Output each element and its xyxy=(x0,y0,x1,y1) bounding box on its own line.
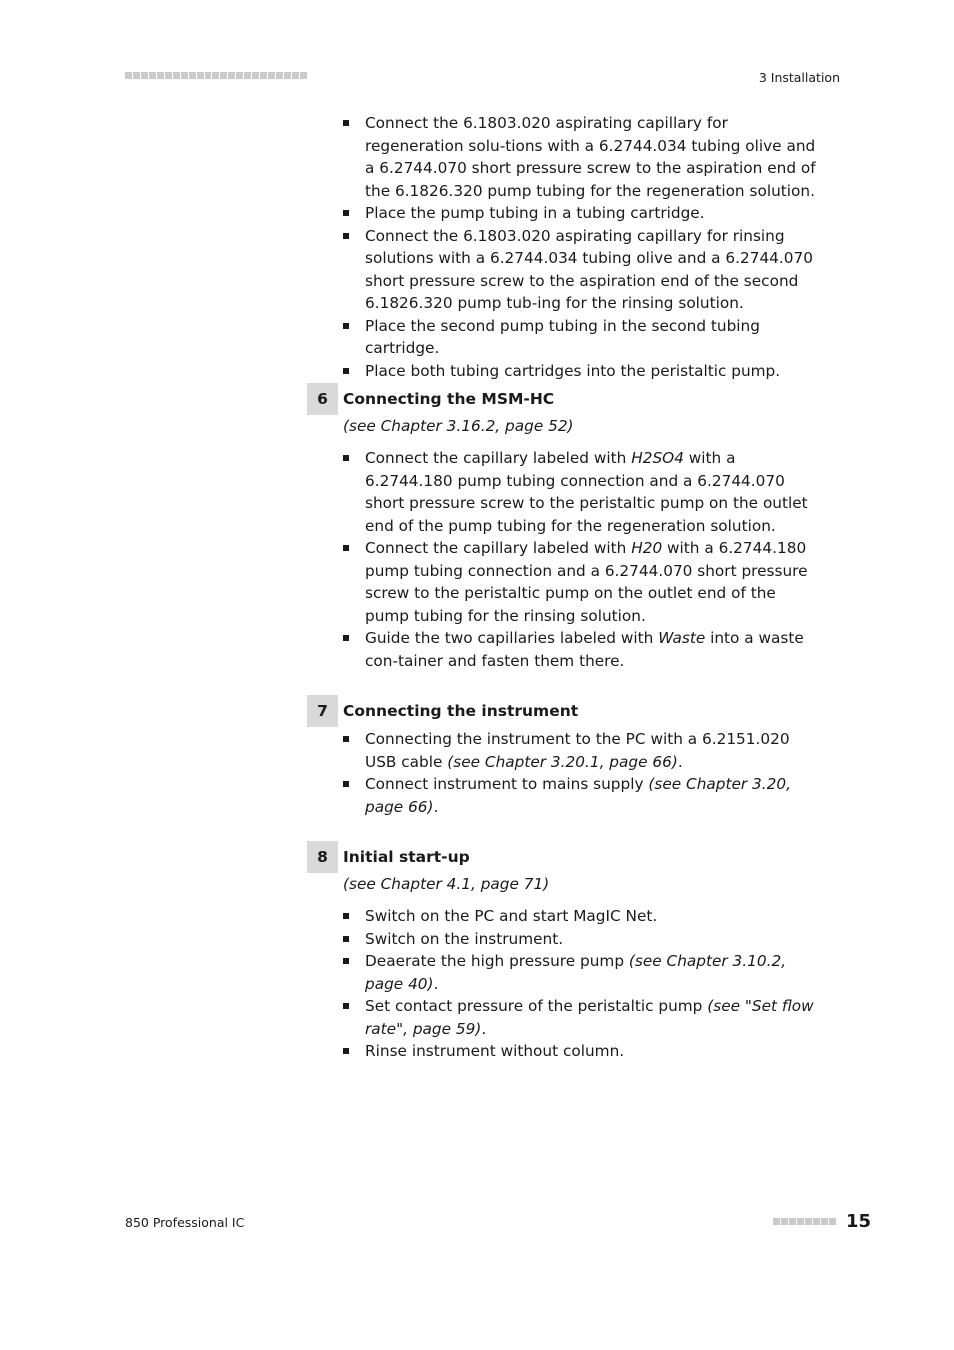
bullet-icon xyxy=(343,323,349,329)
bullet-icon xyxy=(343,1003,349,1009)
list-item: Switch on the instrument. xyxy=(343,928,823,951)
chapter-reference-link[interactable]: (see Chapter 3.20.1, page 66) xyxy=(447,752,678,771)
list-item: Switch on the PC and start MagIC Net. xyxy=(343,905,823,928)
list-item: Place the pump tubing in a tubing cartridge. xyxy=(343,202,823,225)
step-title: Initial start-up xyxy=(343,848,470,866)
list-item: Connecting the instrument to the PC with a 6.2151.020 USB cable (see Chapter 3.20.1, page 66). xyxy=(343,728,823,773)
bullet-list-step-6 xyxy=(343,447,823,672)
step-title: Connecting the instrument xyxy=(343,702,579,720)
bullet-list-step-8 xyxy=(343,905,823,1063)
list-item: Guide the two capillaries labeled with Waste into a waste con-tainer and fasten them there. xyxy=(343,627,823,672)
list-item: Connect the 6.1803.020 aspirating capillary for regeneration solu-tions with a 6.2744.034 tubing olive and a 6.2744.070 short pressure screw to the aspiration end of the 6.1826.320 pump tubing for the regeneration solution. xyxy=(343,112,823,202)
chapter-reference-link[interactable]: (see "Set flow rate", page 59) xyxy=(365,997,814,1038)
bullet-icon xyxy=(343,545,349,551)
chapter-reference-link[interactable]: (see Chapter 3.10.2, page 40) xyxy=(365,952,787,993)
step-8-heading xyxy=(307,841,847,873)
bullet-icon xyxy=(343,913,349,919)
step-number: 8 xyxy=(307,841,338,873)
list-item: Connect the capillary labeled with H2SO4 with a 6.2744.180 pump tubing connection and a 6.2744.070 short pressure screw to the peristaltic pump on the outlet end of the pump tubing for the regeneration solution. xyxy=(343,447,823,537)
bullet-icon xyxy=(343,368,349,374)
footer-product-name: 850 Professional IC xyxy=(125,1215,245,1230)
bullet-list-pump-tubing xyxy=(343,112,823,382)
bullet-icon xyxy=(343,120,349,126)
bullet-icon xyxy=(343,455,349,461)
bullet-icon xyxy=(343,736,349,742)
list-item: Connect the capillary labeled with H20 with a 6.2744.180 pump tubing connection and a 6.2744.070 short pressure screw to the peristaltic pump on the outlet end of the pump tubing for the rinsing solution. xyxy=(343,537,823,627)
list-item: Deaerate the high pressure pump (see Chapter 3.10.2, page 40). xyxy=(343,950,823,995)
list-item: Place the second pump tubing in the second tubing cartridge. xyxy=(343,315,823,360)
bullet-icon xyxy=(343,210,349,216)
chapter-reference-link[interactable]: (see Chapter 3.20, page 66) xyxy=(365,775,791,816)
step-7-heading xyxy=(307,695,847,727)
list-item: Connect the 6.1803.020 aspirating capillary for rinsing solutions with a 6.2744.034 tubing olive and a 6.2744.070 short pressure screw to the aspiration end of the second 6.1826.320 pump tub-ing for the rinsing solution. xyxy=(343,225,823,315)
bullet-icon xyxy=(343,936,349,942)
header-section-title: 3 Installation xyxy=(758,70,840,85)
page-number: 15 xyxy=(846,1211,872,1232)
bullet-list-step-7 xyxy=(343,728,823,818)
step-number: 7 xyxy=(307,695,338,727)
list-item: Rinse instrument without column. xyxy=(343,1040,823,1063)
bullet-icon xyxy=(343,233,349,239)
step-8-reference-link[interactable]: (see Chapter 4.1, page 71) xyxy=(343,875,550,893)
step-title: Connecting the MSM-HC xyxy=(343,390,555,408)
step-number: 6 xyxy=(307,383,338,415)
header-decoration xyxy=(125,72,307,79)
step-6-heading xyxy=(307,383,847,415)
bullet-icon xyxy=(343,1048,349,1054)
bullet-icon xyxy=(343,635,349,641)
list-item: Place both tubing cartridges into the peristaltic pump. xyxy=(343,360,823,383)
step-6-reference-link[interactable]: (see Chapter 3.16.2, page 52) xyxy=(343,417,574,435)
bullet-icon xyxy=(343,781,349,787)
footer-decoration xyxy=(773,1218,839,1225)
list-item: Connect instrument to mains supply (see Chapter 3.20, page 66). xyxy=(343,773,823,818)
list-item: Set contact pressure of the peristaltic pump (see "Set flow rate", page 59). xyxy=(343,995,823,1040)
bullet-icon xyxy=(343,958,349,964)
